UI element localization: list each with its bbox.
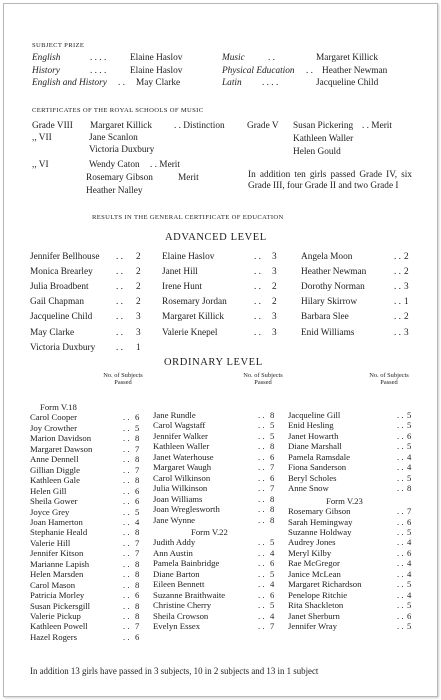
ordinary-dots: . . — [258, 410, 265, 420]
ordinary-dots: . . — [258, 589, 265, 600]
ordinary-candidate: Kathleen Gale — [30, 475, 80, 486]
ordinary-count: 8 — [135, 454, 140, 465]
ordinary-count: 8 — [135, 475, 140, 486]
ordinary-count: 8 — [135, 558, 140, 569]
advanced-count: 2 — [404, 252, 409, 262]
ordinary-dots: . . — [258, 558, 265, 569]
advanced-dots: . . — [254, 312, 261, 323]
ordinary-dots: . . — [397, 621, 404, 631]
advanced-candidate: Hilary Skirrow — [301, 297, 358, 308]
prize-winner: Elaine Haslov — [130, 65, 183, 76]
ordinary-dots: . . — [397, 483, 404, 494]
ordinary-count: 8 — [270, 514, 275, 525]
advanced-candidate: Valerie Knepel — [162, 327, 218, 338]
ordinary-candidate: Susan Pickersgill — [30, 600, 91, 611]
prize-subject: English — [32, 53, 61, 63]
prize-dots: . . . . — [262, 78, 279, 88]
ordinary-candidate: Hazel Rogers — [30, 631, 78, 642]
advanced-dots: . . — [116, 312, 123, 323]
advanced-dots: . . — [254, 252, 261, 262]
advanced-dots: . . — [394, 267, 401, 278]
ordinary-dots: . . — [397, 451, 404, 462]
ordinary-count: 5 — [270, 537, 275, 548]
ordinary-dots: . . — [258, 451, 265, 462]
subject-prize-heading: SUBJECT PRIZE — [32, 42, 85, 49]
ordinary-candidate: Marianne Lapish — [30, 558, 90, 569]
ordinary-count: 7 — [135, 537, 140, 548]
ordinary-candidate: Jennifer Kitson — [30, 548, 84, 559]
ordinary-count: 8 — [135, 611, 140, 621]
advanced-dots: . . — [254, 327, 261, 338]
prize-subject: Music — [222, 53, 245, 63]
prize-dots: . . — [306, 65, 313, 76]
ordinary-dots: . . — [123, 527, 130, 538]
music-candidate: Helen Gould — [293, 147, 341, 157]
ordinary-candidate: Penelope Ritchie — [288, 589, 348, 600]
ordinary-count: 5 — [270, 568, 275, 579]
ordinary-candidate: Anne Snow — [288, 483, 329, 494]
advanced-dots: . . — [116, 342, 123, 353]
ordinary-candidate: Meryl Kilby — [288, 547, 332, 558]
music-grade: ,, VII — [32, 133, 52, 143]
ordinary-candidate: Jennifer Wray — [288, 621, 337, 631]
ordinary-candidate: Fiona Sanderson — [288, 462, 347, 473]
ordinary-count: 6 — [407, 430, 412, 441]
ordinary-dots: . . — [258, 547, 265, 558]
ordinary-count: 5 — [407, 420, 412, 431]
ordinary-count: 4 — [270, 610, 275, 621]
ordinary-candidate: Sheila Gower — [30, 496, 78, 507]
ordinary-dots: . . — [397, 441, 404, 452]
advanced-dots: . . — [394, 282, 401, 293]
advanced-count: 1 — [136, 342, 141, 353]
prize-subject: Latin — [222, 78, 242, 88]
advanced-candidate: Margaret Killick — [162, 312, 225, 323]
music-result: . . Distinction — [174, 121, 225, 131]
ordinary-candidate: Evelyn Essex — [153, 621, 201, 631]
advanced-count: 3 — [272, 267, 277, 278]
advanced-candidate: Enid Williams — [301, 327, 355, 338]
advanced-dots: . . — [116, 252, 123, 262]
ordinary-dots: . . — [258, 493, 265, 504]
advanced-dots: . . — [254, 267, 261, 278]
ordinary-dots: . . — [397, 516, 404, 527]
ordinary-count: 4 — [407, 568, 412, 579]
advanced-candidate: Elaine Haslov — [162, 252, 215, 262]
ordinary-candidate: Joyce Grey — [30, 506, 70, 517]
ordinary-candidate: Janet Waterhouse — [153, 451, 214, 462]
music-grade: Grade VIII — [32, 121, 73, 131]
ordinary-candidate: Rosemary Gibson — [288, 506, 351, 517]
ordinary-count: 6 — [135, 631, 140, 642]
prize-winner: May Clarke — [136, 78, 181, 88]
prize-winner: Jacqueline Child — [316, 78, 379, 88]
ordinary-dots: . . — [258, 568, 265, 579]
music-result: Merit — [178, 173, 199, 183]
prize-winner: Heather Newman — [322, 65, 388, 76]
advanced-count: 3 — [404, 327, 409, 338]
ordinary-count: 6 — [407, 610, 412, 621]
ordinary-count: 4 — [407, 558, 412, 569]
prize-subject: Physical Education — [222, 65, 295, 76]
music-candidate: Wendy Caton — [89, 160, 140, 170]
ordinary-dots: . . — [123, 579, 130, 590]
ordinary-candidate: Eileen Bennett — [153, 579, 205, 590]
advanced-count: 3 — [272, 327, 277, 338]
ordinary-dots: . . — [123, 537, 130, 548]
ordinary-dots: . . — [123, 412, 130, 423]
ordinary-candidate: Gillian Diggle — [30, 464, 80, 475]
ordinary-count: 6 — [407, 516, 412, 527]
ordinary-dots: . . — [123, 464, 130, 475]
ordinary-dots: . . — [258, 483, 265, 494]
ordinary-count: 5 — [407, 441, 412, 452]
ordinary-candidate: Rae McGregor — [288, 558, 340, 569]
column-header: No. of Subjects Passed — [243, 372, 283, 386]
ordinary-dots: . . — [397, 568, 404, 579]
advanced-candidate: Barbara Slee — [301, 312, 349, 323]
ordinary-dots: . . — [258, 430, 265, 441]
ordinary-dots: . . — [123, 485, 130, 496]
ordinary-dots: . . — [123, 611, 130, 621]
ordinary-dots: . . — [123, 590, 130, 601]
advanced-count: 2 — [136, 297, 141, 308]
ordinary-count: 8 — [135, 527, 140, 538]
advanced-candidate: May Clarke — [30, 327, 75, 338]
advanced-count: 3 — [136, 327, 141, 338]
prize-dots: . . — [268, 53, 275, 63]
advanced-count: 3 — [272, 252, 277, 262]
music-candidate: Margaret Killick — [90, 121, 153, 131]
form-heading: Form V.22 — [191, 526, 228, 537]
ordinary-candidate: Carol Wagstaff — [153, 420, 206, 431]
ordinary-dots: . . — [258, 537, 265, 548]
ordinary-count: 8 — [270, 441, 275, 452]
ordinary-dots: . . — [123, 631, 130, 642]
advanced-dots: . . — [116, 267, 123, 278]
ordinary-candidate: Helen Marsden — [30, 569, 84, 580]
ordinary-candidate: Julia Wilkinson — [153, 483, 208, 494]
ordinary-candidate: Judith Addy — [153, 537, 196, 548]
advanced-dots: . . — [116, 327, 123, 338]
ordinary-dots: . . — [258, 462, 265, 473]
ordinary-count: 6 — [135, 485, 140, 496]
ordinary-dots: . . — [123, 433, 130, 444]
ordinary-count: 7 — [407, 506, 412, 517]
ordinary-dots: . . — [397, 589, 404, 600]
ordinary-dots: . . — [397, 472, 404, 483]
ordinary-count: 7 — [135, 464, 140, 475]
prize-dots: . . — [118, 78, 125, 88]
ordinary-count: 5 — [407, 472, 412, 483]
ordinary-dots: . . — [397, 462, 404, 473]
ordinary-count: 4 — [407, 462, 412, 473]
advanced-count: 3 — [272, 312, 277, 323]
advanced-candidate: Monica Brearley — [30, 267, 93, 278]
ordinary-dots: . . — [123, 475, 130, 486]
ordinary-count: 7 — [135, 621, 140, 632]
ordinary-count: 5 — [407, 600, 412, 611]
ordinary-dots: . . — [123, 516, 130, 527]
ordinary-count: 7 — [135, 443, 140, 454]
music-result: . . Merit — [150, 160, 180, 170]
ordinary-dots: . . — [123, 600, 130, 611]
advanced-candidate: Julia Broadbent — [30, 282, 89, 293]
advanced-candidate: Angela Moon — [301, 252, 353, 262]
advanced-count: 2 — [272, 282, 277, 293]
prize-subject: English and History — [32, 78, 107, 88]
ordinary-count: 6 — [135, 412, 140, 423]
ordinary-candidate: Pamela Bainbridge — [153, 558, 220, 569]
ordinary-dots: . . — [123, 496, 130, 507]
ordinary-candidate: Sarah Hemingway — [288, 516, 353, 527]
ordinary-candidate: Helen Gill — [30, 485, 67, 496]
advanced-count: 1 — [404, 297, 409, 308]
ordinary-candidate: Suzanne Braithwaite — [153, 589, 226, 600]
ordinary-candidate: Janet Sherburn — [288, 610, 340, 621]
ordinary-candidate: Carol Wilkinson — [153, 472, 211, 483]
music-candidate: Jane Scanlon — [89, 133, 138, 143]
ordinary-dots: . . — [123, 558, 130, 569]
advanced-level-heading: ADVANCED LEVEL — [165, 232, 267, 243]
advanced-count: 2 — [272, 297, 277, 308]
advanced-dots: . . — [254, 282, 261, 293]
ordinary-dots: . . — [397, 610, 404, 621]
ordinary-dots: . . — [397, 410, 404, 420]
ordinary-candidate: Enid Hesling — [288, 420, 334, 431]
ordinary-count: 4 — [270, 579, 275, 590]
ordinary-candidate: Jane Rundle — [153, 410, 196, 420]
advanced-dots: . . — [116, 297, 123, 308]
footer-note: In addition 13 girls have passed in 3 subjects, 10 in 2 subjects and 13 in 1 subject — [30, 666, 319, 676]
ordinary-candidate: Margaret Richardson — [288, 579, 362, 590]
ordinary-count: 4 — [407, 589, 412, 600]
ordinary-dots: . . — [397, 579, 404, 590]
ordinary-count: 8 — [407, 483, 412, 494]
ordinary-count: 5 — [135, 506, 140, 517]
ordinary-dots: . . — [258, 621, 265, 631]
ordinary-count: 5 — [407, 410, 412, 420]
ordinary-count: 8 — [135, 579, 140, 590]
ordinary-candidate: Stephanie Heald — [30, 527, 88, 538]
ordinary-dots: . . — [258, 514, 265, 525]
ordinary-dots: . . — [397, 526, 404, 537]
ordinary-candidate: Suzanne Holdway — [288, 526, 352, 537]
ordinary-count: 6 — [270, 589, 275, 600]
ordinary-dots: . . — [258, 579, 265, 590]
prize-dots: . . . . — [90, 53, 107, 63]
advanced-candidate: Heather Newman — [301, 267, 367, 278]
ordinary-candidate: Joan Wreglesworth — [153, 504, 220, 515]
ordinary-candidate: Patricia Morley — [30, 590, 85, 601]
ordinary-count: 5 — [407, 579, 412, 590]
ordinary-count: 6 — [407, 547, 412, 558]
form-heading: Form V.18 — [40, 402, 77, 412]
advanced-count: 3 — [404, 282, 409, 293]
ordinary-dots: . . — [123, 454, 130, 465]
ordinary-count: 8 — [135, 600, 140, 611]
prize-winner: Margaret Killick — [316, 53, 379, 63]
advanced-dots: . . — [394, 297, 401, 308]
ordinary-dots: . . — [397, 430, 404, 441]
ordinary-count: 6 — [135, 590, 140, 601]
ordinary-candidate: Marion Davidson — [30, 433, 92, 444]
ordinary-level-heading: ORDINARY LEVEL — [164, 357, 263, 368]
ordinary-count: 6 — [135, 496, 140, 507]
advanced-dots: . . — [394, 252, 401, 262]
advanced-dots: . . — [116, 282, 123, 293]
ordinary-count: 7 — [270, 462, 275, 473]
ordinary-count: 5 — [270, 420, 275, 431]
form-heading: Form V.23 — [326, 495, 363, 506]
music-candidate: Susan Pickering — [293, 121, 354, 131]
ordinary-count: 4 — [407, 537, 412, 548]
ordinary-count: 4 — [270, 547, 275, 558]
ordinary-candidate: Kathleen Waller — [153, 441, 210, 452]
ordinary-count: 8 — [270, 504, 275, 515]
ordinary-candidate: Beryl Scholes — [288, 472, 337, 483]
ordinary-count: 8 — [270, 493, 275, 504]
ordinary-count: 8 — [270, 410, 275, 420]
advanced-dots: . . — [394, 327, 401, 338]
ordinary-dots: . . — [123, 548, 130, 559]
ordinary-candidate: Kathleen Powell — [30, 621, 88, 632]
ordinary-count: 8 — [135, 433, 140, 444]
advanced-count: 2 — [136, 267, 141, 278]
ordinary-candidate: Carol Mason — [30, 579, 76, 590]
advanced-dots: . . — [254, 297, 261, 308]
ordinary-candidate: Anne Dennell — [30, 454, 79, 465]
music-candidate: Victoria Duxbury — [89, 145, 155, 155]
ordinary-count: 4 — [407, 451, 412, 462]
ordinary-candidate: Diane Barton — [153, 568, 200, 579]
ordinary-count: 7 — [135, 548, 140, 559]
ordinary-candidate: Ann Austin — [153, 547, 193, 558]
ordinary-count: 7 — [270, 621, 275, 631]
ordinary-count: 6 — [270, 451, 275, 462]
ordinary-count: 5 — [407, 526, 412, 537]
ordinary-dots: . . — [258, 504, 265, 515]
advanced-candidate: Janet Hill — [162, 267, 198, 278]
music-heading: CERTIFICATES OF THE ROYAL SCHOOLS OF MUSIC — [32, 107, 204, 114]
column-header: No. of Subjects Passed — [103, 372, 143, 386]
ordinary-dots: . . — [397, 600, 404, 611]
music-candidate: Kathleen Waller — [293, 134, 354, 144]
ordinary-candidate: Joy Crowther — [30, 422, 78, 433]
advanced-candidate: Rosemary Jordan — [162, 297, 227, 308]
ordinary-dots: . . — [123, 569, 130, 580]
music-grade: ,, VI — [32, 160, 49, 170]
ordinary-dots: . . — [397, 420, 404, 431]
ordinary-dots: . . — [397, 547, 404, 558]
ordinary-candidate: Audrey Jones — [288, 537, 336, 548]
ordinary-dots: . . — [258, 472, 265, 483]
ordinary-candidate: Valerie Pickup — [30, 611, 81, 621]
ordinary-count: 5 — [407, 621, 412, 631]
ordinary-candidate: Margaret Dawson — [30, 443, 93, 454]
advanced-candidate: Gail Chapman — [30, 297, 84, 308]
advanced-count: 2 — [136, 282, 141, 293]
ordinary-count: 7 — [270, 483, 275, 494]
music-result: . . Merit — [362, 121, 392, 131]
ordinary-dots: . . — [123, 422, 130, 433]
ordinary-candidate: Valerie Hill — [30, 537, 71, 548]
advanced-candidate: Jennifer Bellhouse — [30, 252, 100, 262]
ordinary-dots: . . — [258, 610, 265, 621]
ordinary-candidate: Margaret Waugh — [153, 462, 212, 473]
ordinary-count: 5 — [135, 422, 140, 433]
prize-dots: . . . . — [90, 65, 107, 76]
gce-heading: RESULTS IN THE GENERAL CERTIFICATE OF EDUCATION — [92, 214, 284, 221]
ordinary-count: 5 — [270, 430, 275, 441]
ordinary-candidate: Jennifer Walker — [153, 430, 208, 441]
ordinary-count: 4 — [135, 516, 140, 527]
ordinary-candidate: Jacqueline Gill — [288, 410, 341, 420]
ordinary-candidate: Joan Hamerton — [30, 516, 83, 527]
ordinary-candidate: Janet Howarth — [288, 430, 339, 441]
ordinary-candidate: Jane Wynne — [153, 514, 196, 525]
ordinary-candidate: Joan Williams — [153, 493, 203, 504]
ordinary-candidate: Pamela Ramsdale — [288, 451, 351, 462]
ordinary-candidate: Christine Cherry — [153, 600, 212, 611]
ordinary-dots: . . — [123, 506, 130, 517]
advanced-candidate: Jacqueline Child — [30, 312, 93, 323]
ordinary-dots: . . — [397, 506, 404, 517]
music-candidate: Rosemary Gibson — [86, 173, 153, 183]
ordinary-dots: . . — [258, 600, 265, 611]
advanced-count: 3 — [136, 312, 141, 323]
ordinary-count: 6 — [270, 558, 275, 569]
prize-winner: Elaine Haslov — [130, 53, 183, 63]
advanced-candidate: Dorothy Norman — [301, 282, 365, 293]
ordinary-dots: . . — [258, 420, 265, 431]
ordinary-count: 5 — [270, 600, 275, 611]
ordinary-candidate: Janice McLean — [288, 568, 341, 579]
advanced-candidate: Victoria Duxbury — [30, 342, 96, 353]
ordinary-candidate: Rita Shackleton — [288, 600, 344, 611]
advanced-count: 2 — [136, 252, 141, 262]
prize-subject: History — [32, 65, 60, 76]
advanced-count: 2 — [404, 267, 409, 278]
music-note: In addition ten girls passed Grade IV, six Grade III, four Grade II and two Grade I — [248, 170, 412, 191]
advanced-count: 2 — [404, 312, 409, 323]
ordinary-dots: . . — [397, 558, 404, 569]
advanced-candidate: Irene Hunt — [162, 282, 203, 293]
column-header: No. of Subjects Passed — [369, 372, 409, 386]
ordinary-count: 6 — [270, 472, 275, 483]
music-candidate: Heather Nalley — [86, 186, 143, 196]
ordinary-count: 8 — [135, 569, 140, 580]
ordinary-candidate: Diane Marshall — [288, 441, 342, 452]
ordinary-dots: . . — [123, 443, 130, 454]
advanced-dots: . . — [394, 312, 401, 323]
ordinary-dots: . . — [397, 537, 404, 548]
ordinary-dots: . . — [258, 441, 265, 452]
ordinary-candidate: Sheila Crowson — [153, 610, 209, 621]
ordinary-candidate: Carol Cooper — [30, 412, 78, 423]
ordinary-dots: . . — [123, 621, 130, 632]
music-grade: Grade V — [247, 121, 279, 131]
